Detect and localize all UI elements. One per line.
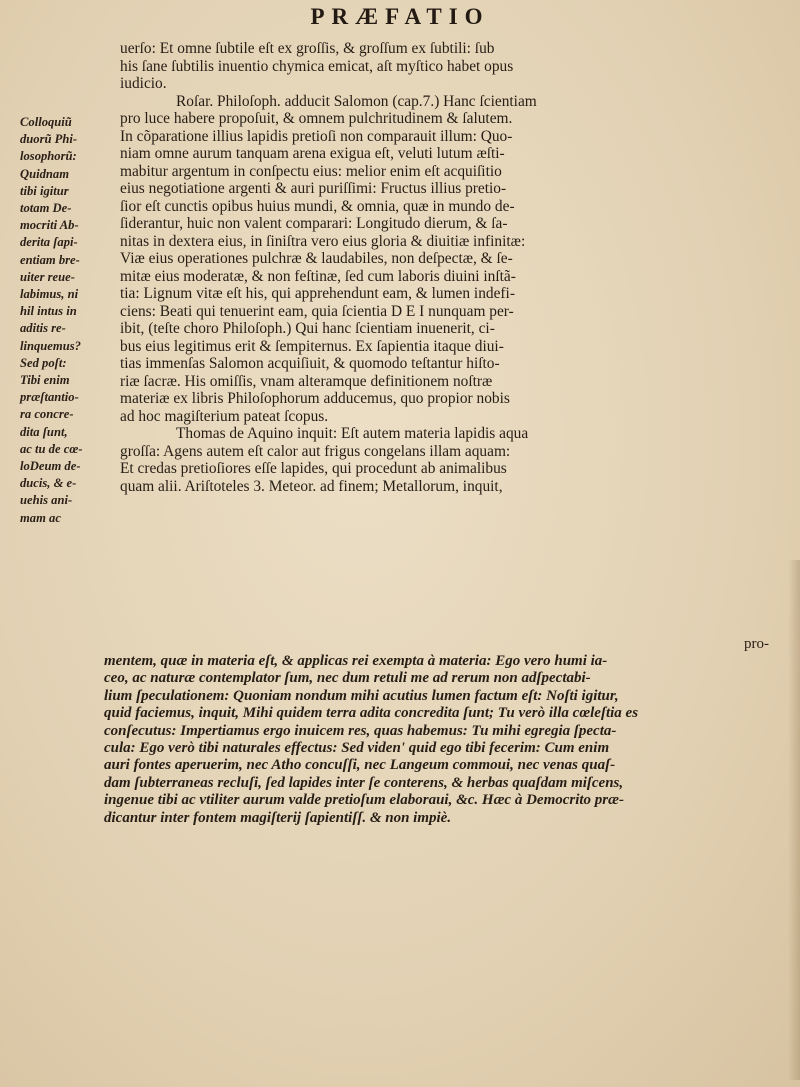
margin-note-line: losophorũ:: [20, 149, 77, 164]
text-line: Roſar. Philoſoph. adducit Salomon (cap.7.) Hanc ſcientiam: [176, 92, 537, 110]
margin-note-line: Sed poſt:: [20, 355, 67, 370]
margin-note-line: loDeum de-: [20, 459, 81, 474]
text-line: Thomas de Aquino inquit: Eſt autem materia lapidis aqua: [176, 425, 529, 442]
page-edge-shadow: [788, 560, 800, 1080]
margin-note-line: mocriti Ab-: [20, 218, 79, 233]
text-line: tia: Lignum vitæ eſt his, qui apprehendunt eam, & lumen indefi-: [120, 285, 515, 302]
margin-note-line: aditis re-: [20, 321, 66, 336]
italic-line: lium ſpeculationem: Quoniam nondum mihi acutius lumen factum eſt: Noſti igitur,: [104, 687, 619, 704]
margin-note-line: ducis, & e-: [20, 476, 77, 491]
text-line: riæ ſacræ. His omiſſis, vnam alteramque definitionem noſtræ: [120, 372, 493, 390]
margin-note-line: linquemus?: [20, 338, 81, 353]
text-line: Viæ eius operationes pulchræ & laudabiles, non deſpectæ, & ſe-: [120, 250, 513, 267]
text-line: groſſa: Agens autem eſt calor aut frigus congelans illam aquam:: [120, 442, 511, 460]
margin-note-line: labimus, ni: [20, 287, 79, 302]
text-line: iudicio.: [120, 75, 167, 92]
text-line: uerſo: Et omne ſubtile eſt ex groſſis, & groſſum ex ſubtili: ſub: [120, 40, 495, 57]
margin-note-line: Quidnam: [20, 166, 69, 181]
margin-note-line: Tibi enim: [20, 373, 70, 388]
text-line: materiæ ex libris Philoſophorum adducemus, quo propior nobis: [120, 390, 510, 407]
italic-line: auri fontes aperuerim, nec Atho concuſſi, nec Langeum commoui, nec venas quaſ-: [104, 757, 616, 774]
margin-note-line: uiter reue-: [20, 269, 75, 284]
text-line: mabitur argentum in conſpectu eius: melior enim eſt acquiſitio: [120, 162, 502, 180]
italic-line: quid faciemus, inquit, Mihi quidem terra adita concredita ſunt; Tu verò illa cœleſtia es: [104, 705, 639, 722]
margin-note-line: præſtantio-: [20, 390, 79, 405]
text-line: ciens: Beati qui tenuerint eam, quia ſcientia D E I nunquam per-: [120, 302, 514, 320]
margin-note-line: hil intus in: [20, 304, 77, 319]
text-line: tias immenſas Salomon acquiſiuit, & quomodo teſtantur hiſto-: [120, 355, 500, 372]
catchword-pro: pro-: [744, 636, 769, 652]
margin-note-line: entiam bre-: [20, 252, 80, 267]
marginal-note: [20, 114, 98, 527]
text-line: In cõparatione illius lapidis pretioſi non comparauit illum: Quo-: [120, 127, 513, 145]
text-line: mitæ eius moderatæ, & non feſtinæ, ſed cum laboris diuini inſtã-: [120, 267, 516, 285]
text-line: quam alii. Ariſtoteles 3. Meteor. ad finem; Metallorum, inquit,: [120, 477, 503, 495]
italic-line: ingenue tibi ac vtiliter aurum valde pretioſum elaboraui, &c. Hæc à Democrito præ-: [104, 792, 624, 809]
text-line: niam omne aurum tanquam arena exigua eſt, veluti lutum æſti-: [120, 145, 505, 162]
italic-line: mentem, quæ in materia eſt, & applicas rei exempta à materia: Ego vero humi ia-: [104, 653, 608, 669]
margin-note-line: tibi igitur: [20, 183, 69, 198]
main-text: [120, 40, 792, 495]
margin-note-line: Colloquiũ: [20, 115, 72, 129]
text-line: his ſane ſubtilis inuentio chymica emicat, aſt myſtico habet opus: [120, 57, 514, 75]
text-line: Et credas pretioſiores eſſe lapides, qui procedunt ab animalibus: [120, 460, 507, 477]
text-line: bus eius legitimus erit & ſempiternus. Ex ſapientia itaque diui-: [120, 337, 504, 355]
text-line: eius negotiatione argenti & auri puriſſimi: Fructus illius pretio-: [120, 180, 507, 197]
margin-note-line: derita ſapi-: [20, 235, 78, 250]
margin-note-line: mam ac: [20, 510, 61, 525]
italic-line: cula: Ego verò tibi naturales effectus: Sed viden' quid ego tibi fecerim: Cum enim: [104, 739, 610, 756]
text-line: pro luce habere propoſuit, & omnem pulchritudinem & ſalutem.: [120, 110, 513, 127]
margin-note-line: uehis ani-: [20, 493, 73, 508]
italic-line: dam ſubterraneas recluſi, ſed lapides inter ſe conterens, & herbas quaſdam miſcens,: [104, 774, 624, 791]
italic-line: ceo, ac naturæ contemplator ſum, nec dum retuli me ad rerum non adſpectabi-: [104, 670, 591, 687]
italic-line: dicantur inter fontem magiſterij ſapientiſſ. & non impiè.: [104, 809, 452, 826]
italic-passage: [104, 653, 794, 827]
margin-note-line: totam De-: [20, 201, 72, 216]
text-line: ſior eſt cunctis opibus huius mundi, & omnia, quæ in mundo de-: [120, 197, 515, 215]
page-header: PRÆFATIO: [310, 4, 490, 29]
margin-note-line: duorũ Phi-: [20, 132, 78, 147]
text-line: ſiderantur, huic non valent comparari: Longitudo dierum, & ſa-: [120, 215, 508, 232]
margin-note-line: ac tu de cœ-: [20, 441, 83, 456]
text-line: ad hoc magiſterium pateat ſcopus.: [120, 407, 329, 425]
margin-note-line: ra concre-: [20, 407, 74, 422]
italic-line: conſecutus: Impertiamus ergo inuicem res, quas habemus: Tu mihi egregia ſpecta-: [104, 722, 617, 739]
text-line: nitas in dextera eius, in ſiniſtra vero eius gloria & diuitiæ infinitæ:: [120, 232, 526, 250]
text-line: ibit, (teſte choro Philoſoph.) Qui hanc ſcientiam inuenerit, ci-: [120, 320, 495, 337]
margin-note-line: dita ſunt,: [20, 424, 68, 439]
